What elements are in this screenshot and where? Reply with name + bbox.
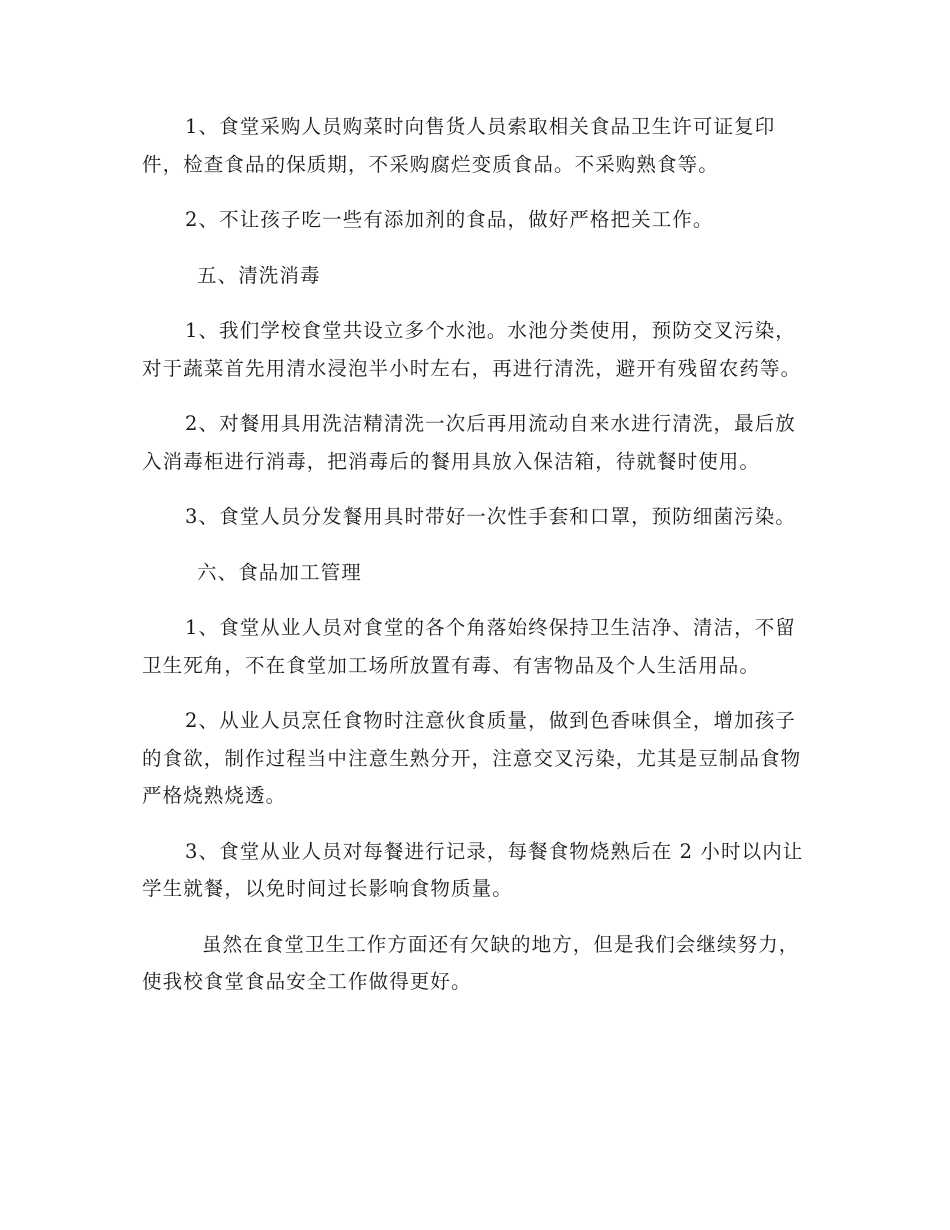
paragraph-water-pools: 1、我们学校食堂共设立多个水池。水池分类使用，预防交叉污染，对于蔬菜首先用清水浸泡半小时左右，再进行清洗，避开有残留农药等。 bbox=[142, 319, 802, 380]
paragraph-gloves-masks: 3、食堂人员分发餐用具时带好一次性手套和口罩，预防细菌污染。 bbox=[185, 505, 796, 528]
paragraph-no-additives: 2、不让孩子吃一些有添加剂的食品，做好严格把关工作。 bbox=[185, 208, 714, 231]
section-heading-cleaning-disinfection: 五、清洗消毒 bbox=[197, 263, 321, 287]
paragraph-meal-quality: 2、从业人员烹任食物时注意伙食质量，做到色香味俱全，增加孩子的食欲，制作过程当中注意生熟分开，注意交叉污染，尤其是豆制品食物严格烧熟烧透。 bbox=[142, 709, 802, 807]
paragraph-tableware-washing: 2、对餐用具用洗洁精清洗一次后再用流动自来水进行清洗，最后放入消毒柜进行消毒，把消毒后的餐用具放入保洁箱，待就餐时使用。 bbox=[142, 412, 796, 473]
paragraph-meal-records: 3、食堂从业人员对每餐进行记录，每餐食物烧熟后在 2 小时以内让学生就餐，以免时间过长影响食物质量。 bbox=[142, 839, 804, 900]
document-body bbox=[142, 108, 810, 1019]
paragraph-procurement-permit: 1、食堂采购人员购菜时向售货人员索取相关食品卫生许可证复印件，检查食品的保质期，不采购腐烂变质食品。不采购熟食等。 bbox=[142, 115, 776, 176]
section-heading-food-processing: 六、食品加工管理 bbox=[197, 560, 362, 584]
paragraph-kitchen-cleanliness: 1、食堂从业人员对食堂的各个角落始终保持卫生洁净、清洁，不留卫生死角，不在食堂加工场所放置有毒、有害物品及个人生活用品。 bbox=[142, 616, 796, 677]
paragraph-closing-remarks: 虽然在食堂卫生工作方面还有欠缺的地方，但是我们会继续努力，使我校食堂食品安全工作做得更好。 bbox=[142, 932, 800, 993]
